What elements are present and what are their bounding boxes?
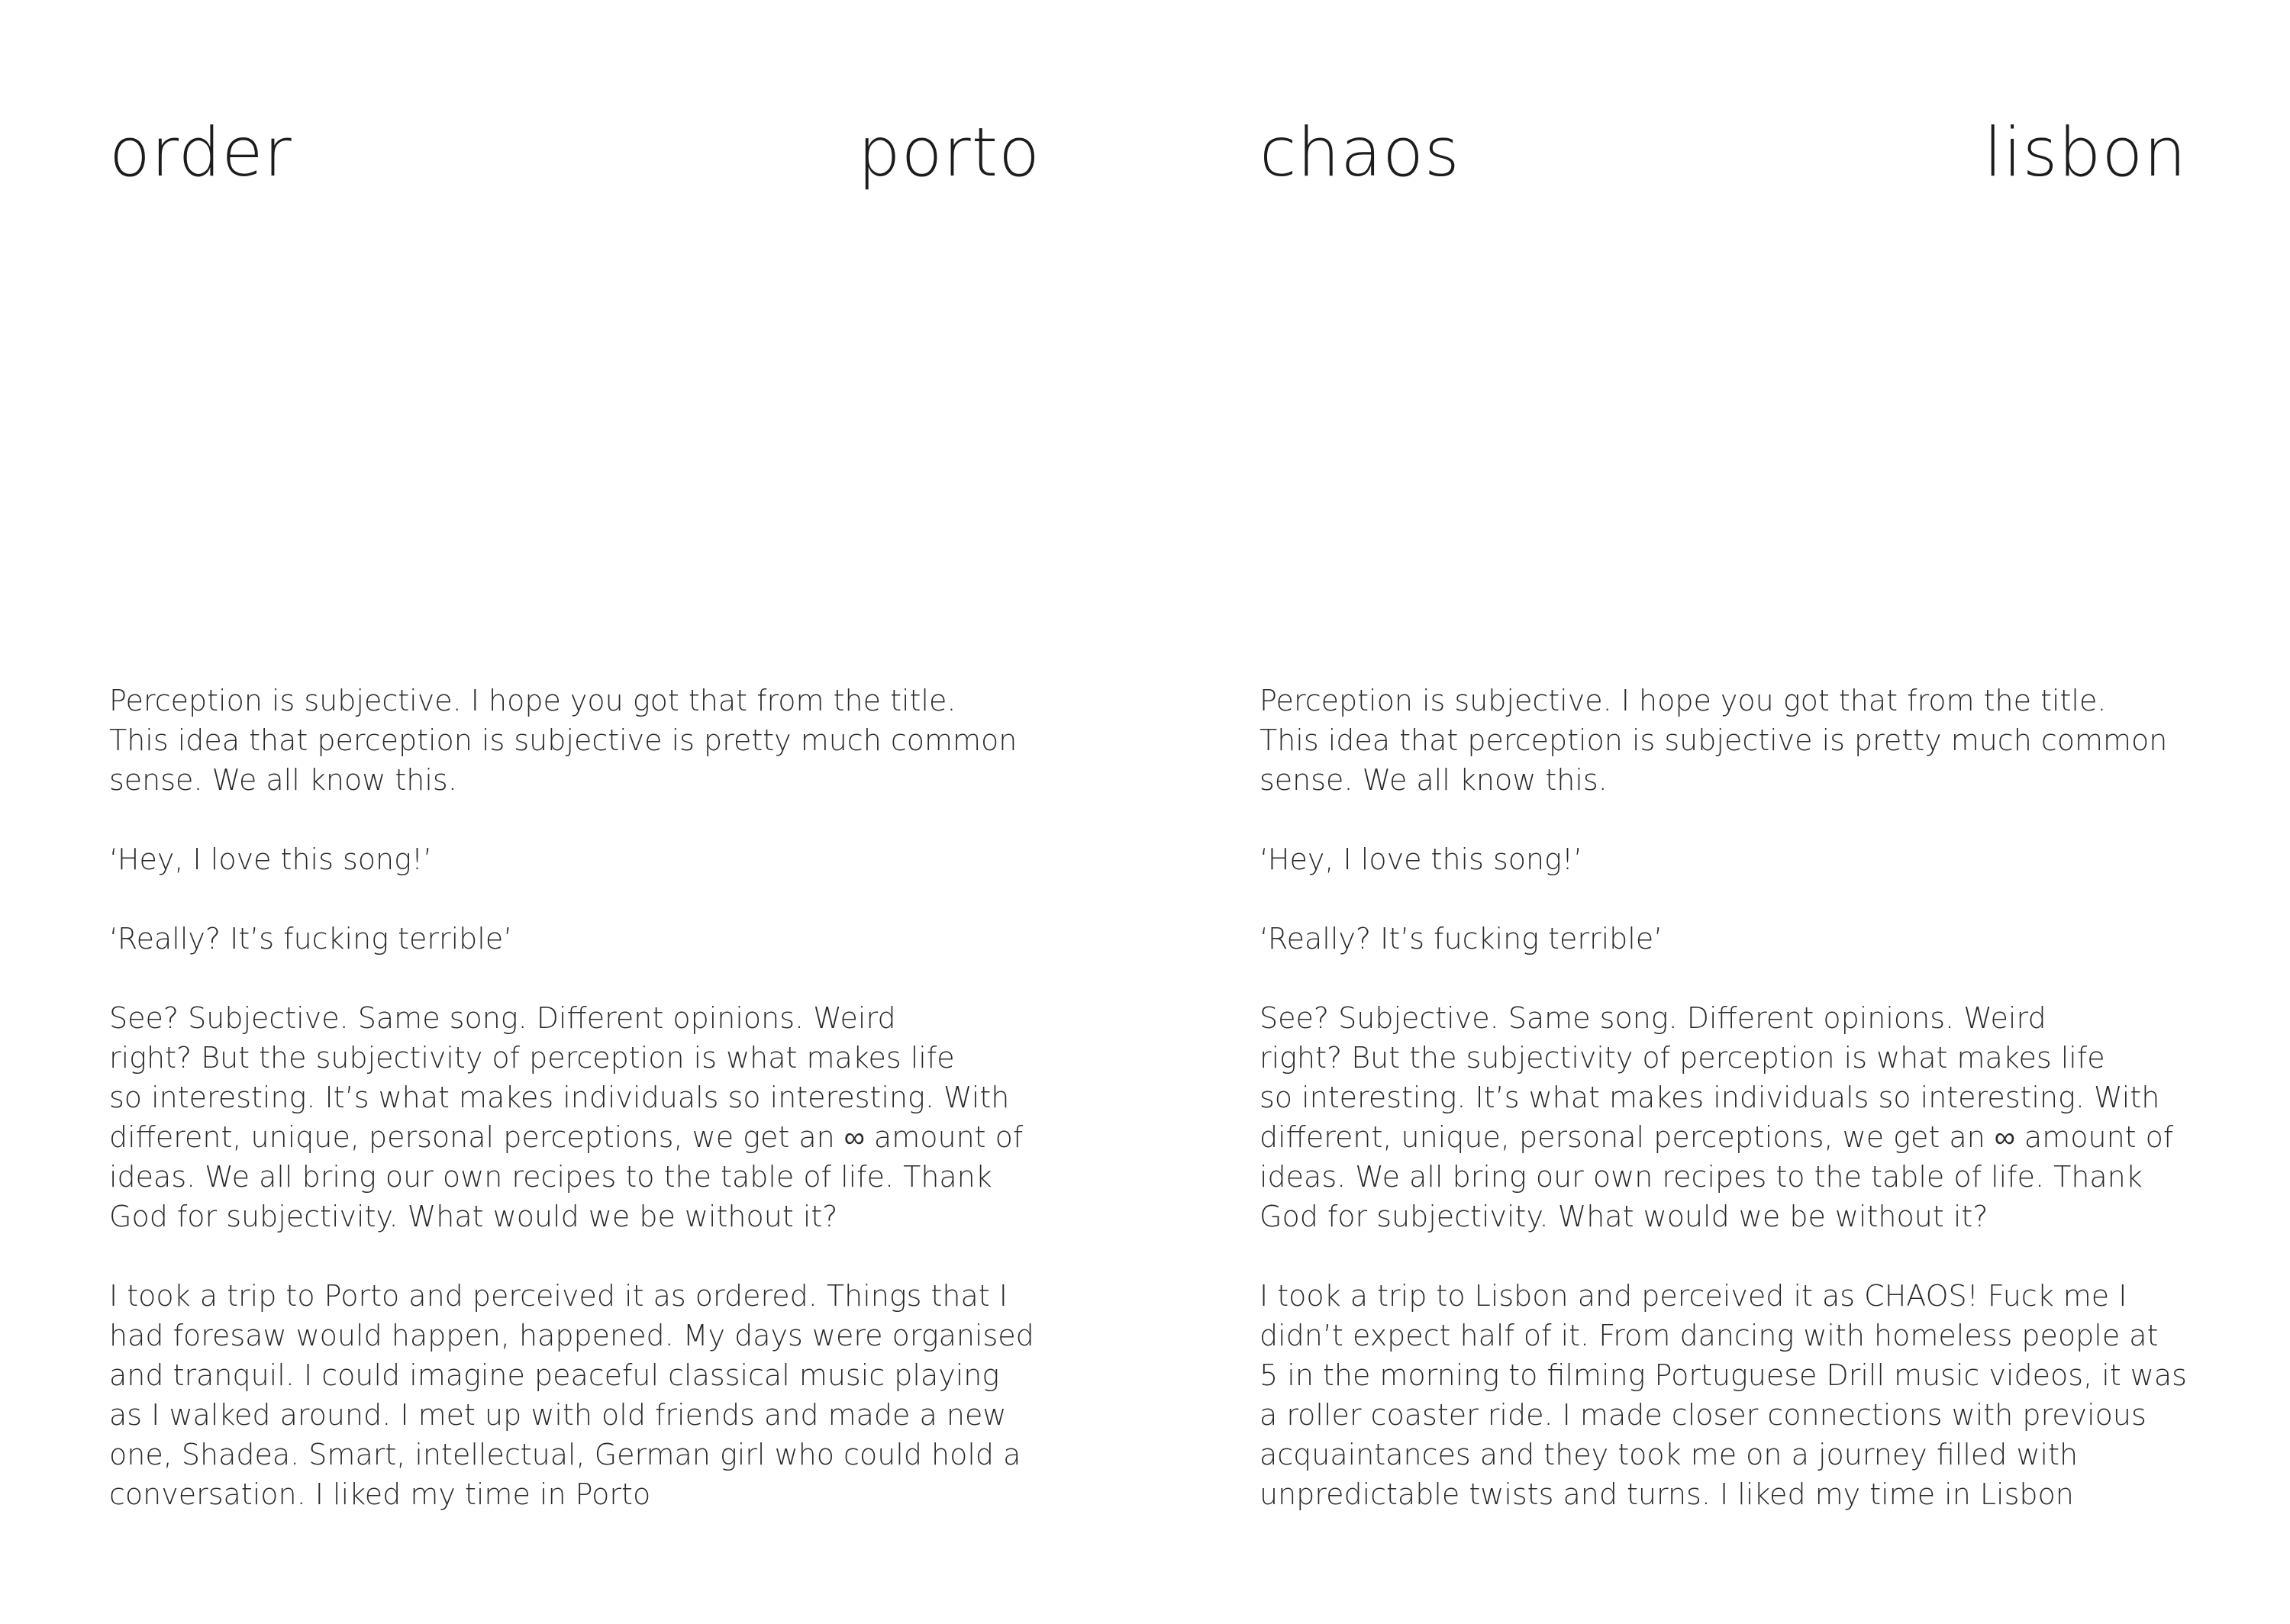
left-paragraph-subjectivity: See? Subjective. Same song. Different opinions. Weird right? But the subjectivity of perception is what makes life so interesting. It’s what makes individuals so interesting. With different, unique, personal perceptions, we get an ∞ amount of ideas. We all bring our own recipes to the table of life. Thank God for subjectivity. What would we be without it? [109, 1001, 1024, 1233]
right-body-text [1260, 681, 2214, 1514]
right-paragraph-quote-terrible: ‘Really? It’s fucking terrible’ [1260, 922, 1663, 955]
title-porto: porto [857, 113, 1040, 192]
right-title-row [1260, 107, 2187, 198]
title-chaos: chaos [1260, 113, 1460, 192]
title-lisbon: lisbon [1983, 113, 2187, 192]
left-paragraph-intro: Perception is subjective. I hope you got that from the title. This idea that perception is subjective is pretty much common sense. We all know this. [109, 684, 1018, 797]
title-order: order [109, 113, 292, 192]
left-paragraph-quote-love: ‘Hey, I love this song!’ [109, 843, 433, 876]
left-paragraph-quote-terrible: ‘Really? It’s fucking terrible’ [109, 922, 513, 955]
right-paragraph-quote-love: ‘Hey, I love this song!’ [1260, 843, 1583, 876]
left-body-text [109, 681, 1063, 1514]
left-title-row [109, 107, 1040, 198]
left-paragraph-porto-trip: I took a trip to Porto and perceived it as ordered. Things that I had foresaw would happen, happened. My days were organised and tranquil. I could imagine peaceful classical music playing as I walked around. I met up with old friends and made a new one, Shadea. Smart, intellectual, German girl who could hold a conversation. I liked my time in Porto [109, 1279, 1034, 1511]
right-paragraph-lisbon-trip: I took a trip to Lisbon and perceived it as CHAOS! Fuck me I didn’t expect half of it. From dancing with homeless people at 5 in the morning to filming Portuguese Drill music videos, it was a roller coaster ride. I made closer connections with previous acquaintances and they took me on a journey filled with unpredictable twists and turns. I liked my time in Lisbon [1260, 1279, 2187, 1511]
right-paragraph-subjectivity: See? Subjective. Same song. Different opinions. Weird right? But the subjectivity of perception is what makes life so interesting. It’s what makes individuals so interesting. With different, unique, personal perceptions, we get an ∞ amount of ideas. We all bring our own recipes to the table of life. Thank God for subjectivity. What would we be without it? [1260, 1001, 2174, 1233]
right-paragraph-intro: Perception is subjective. I hope you got that from the title. This idea that perception is subjective is pretty much common sense. We all know this. [1260, 684, 2168, 797]
right-page [1145, 0, 2290, 1624]
